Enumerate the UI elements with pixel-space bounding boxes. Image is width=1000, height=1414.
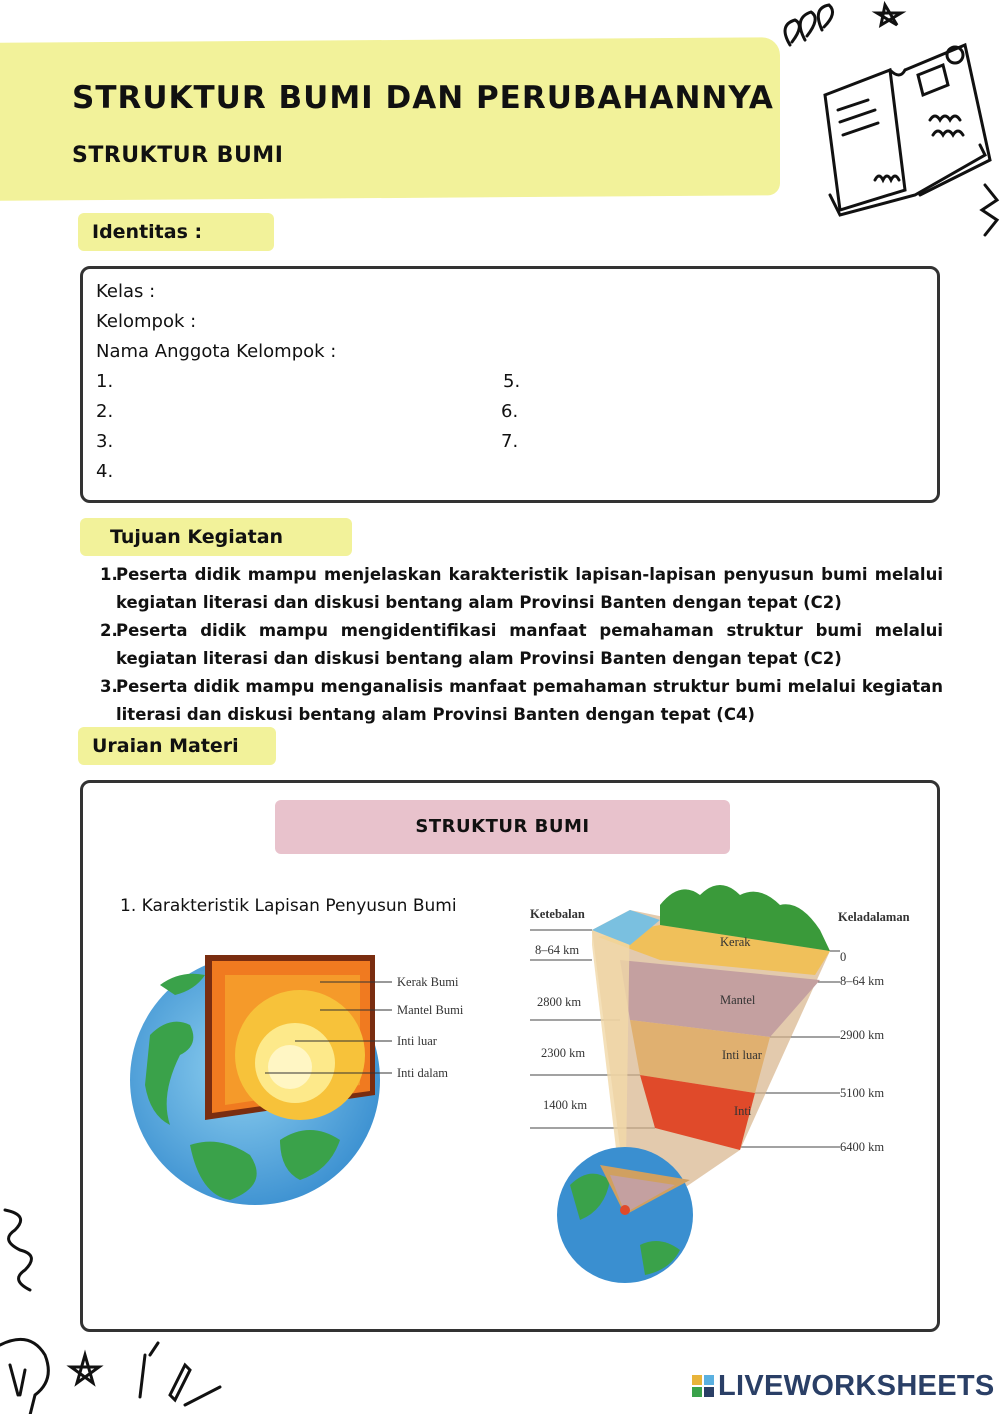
globe-label-inti-dalam: Inti dalam xyxy=(397,1066,449,1080)
globe-label-kerak: Kerak Bumi xyxy=(397,975,459,989)
goal-item xyxy=(100,561,943,617)
materi-title: STRUKTUR BUMI xyxy=(275,800,730,854)
thickness-kerak: 8–64 km xyxy=(535,943,580,957)
section-heading: 1. Karakteristik Lapisan Penyusun Bumi xyxy=(120,896,457,916)
goal-list xyxy=(100,561,943,729)
page-title: STRUKTUR BUMI DAN PERUBAHANNYA xyxy=(72,80,774,116)
thickness-inti-luar: 2300 km xyxy=(541,1046,586,1060)
globe-label-mantel: Mantel Bumi xyxy=(397,1003,464,1017)
depth-inti-luar: 5100 km xyxy=(840,1086,885,1100)
depth-mantel: 2900 km xyxy=(840,1028,885,1042)
member-number-5: 5. xyxy=(503,371,521,392)
identitas-label: Identitas : xyxy=(78,213,274,251)
depth-0: 0 xyxy=(840,950,847,964)
layer-kerak: Kerak xyxy=(720,935,751,949)
layer-inti-luar: Inti luar xyxy=(722,1048,762,1062)
title-banner xyxy=(0,37,780,200)
logo-text: LIVEWORKSHEETS xyxy=(718,1370,995,1402)
goal-item xyxy=(100,617,943,673)
depth-title: Keladalaman xyxy=(838,910,910,924)
goal-number: 2. xyxy=(100,621,118,640)
thickness-inti: 1400 km xyxy=(543,1098,588,1112)
goal-number: 3. xyxy=(100,677,118,696)
kelompok-label: Kelompok : xyxy=(96,311,197,332)
page-subtitle: STRUKTUR BUMI xyxy=(72,143,284,168)
layer-mantel: Mantel xyxy=(720,993,756,1007)
member-number-4: 4. xyxy=(96,461,114,482)
goal-text: Peserta didik mampu menjelaskan karakteristik lapisan-lapisan penyusun bumi melalui kegiatan literasi dan diskusi bentang alam Provinsi Banten dengan tepat (C2) xyxy=(116,565,943,612)
identitas-box xyxy=(80,266,940,503)
logo-mark-icon xyxy=(692,1375,714,1397)
goal-item xyxy=(100,673,943,729)
doodle-decoration-icon xyxy=(0,1205,230,1414)
goal-number: 1. xyxy=(100,565,118,584)
kelas-label: Kelas : xyxy=(96,281,156,302)
member-number-2: 2. xyxy=(96,401,114,422)
uraian-label: Uraian Materi xyxy=(78,727,276,765)
member-number-3: 3. xyxy=(96,431,114,452)
depth-inti: 6400 km xyxy=(840,1140,885,1154)
thickness-title: Ketebalan xyxy=(530,907,585,921)
goal-text: Peserta didik mampu mengidentifikasi manfaat pemahaman struktur bumi melalui kegiatan literasi dan diskusi bentang alam Provinsi Banten dengan tepat (C2) xyxy=(116,621,943,668)
thickness-mantel: 2800 km xyxy=(537,995,582,1009)
nama-anggota-label: Nama Anggota Kelompok : xyxy=(96,341,337,362)
layer-inti: Inti xyxy=(734,1104,752,1118)
member-number-1: 1. xyxy=(96,371,114,392)
tujuan-label: Tujuan Kegiatan xyxy=(80,518,352,556)
depth-kerak: 8–64 km xyxy=(840,974,885,988)
book-doodle-icon xyxy=(770,0,1000,250)
liveworksheets-logo xyxy=(692,1370,995,1403)
globe-label-inti-luar: Inti luar xyxy=(397,1034,437,1048)
member-number-7: 7. xyxy=(501,431,519,452)
goal-text: Peserta didik mampu menganalisis manfaat pemahaman struktur bumi melalui kegiatan literasi dan diskusi bentang alam Provinsi Banten dengan tepat (C4) xyxy=(116,677,943,724)
member-number-6: 6. xyxy=(501,401,519,422)
